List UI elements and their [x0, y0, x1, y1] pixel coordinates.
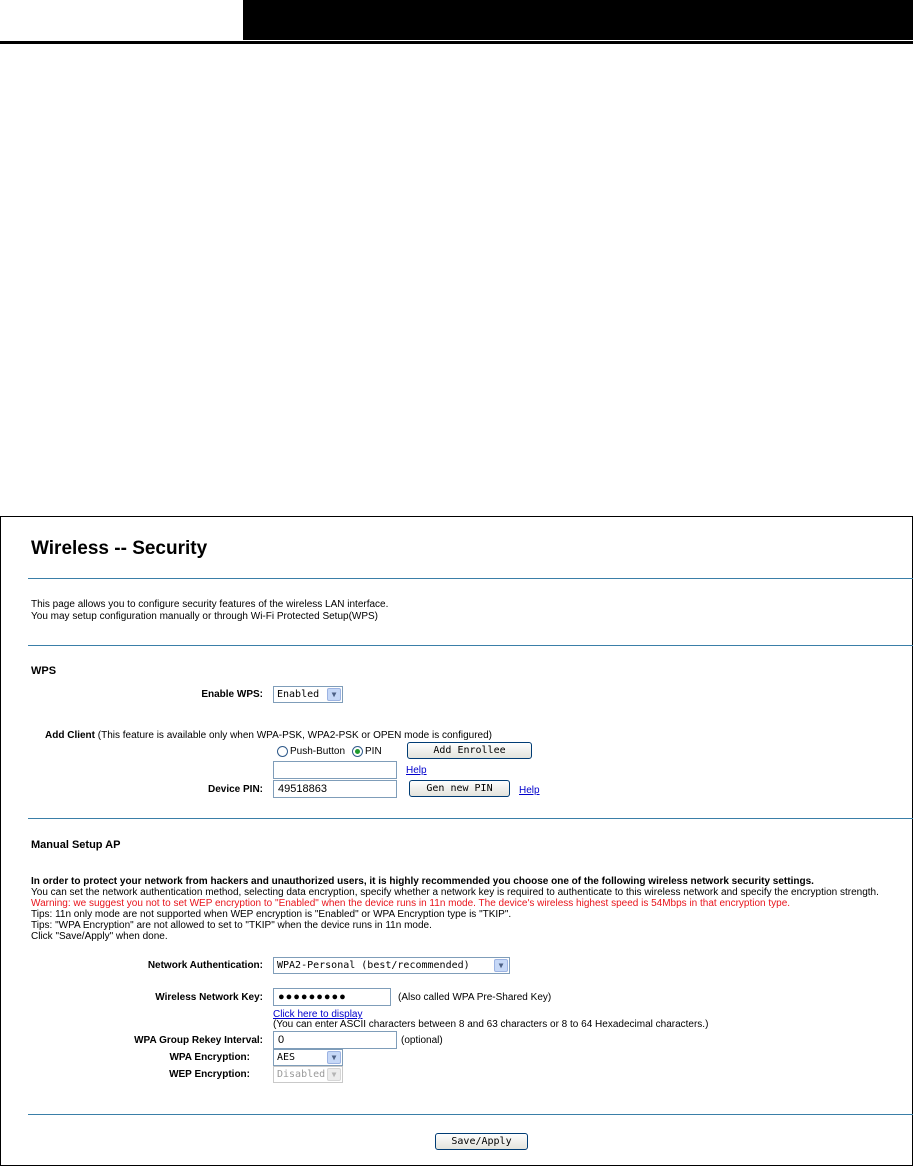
separator — [28, 1114, 913, 1115]
pin-label: PIN — [365, 746, 382, 757]
device-pin-label: Device PIN: — [207, 784, 263, 795]
add-enrollee-button[interactable]: Add Enrollee — [407, 742, 532, 759]
chevron-down-icon: ▼ — [327, 1068, 341, 1081]
enable-wps-label: Enable WPS: — [201, 689, 263, 700]
tip-2: Tips: "WPA Encryption" are not allowed to set to "TKIP" when the device runs in 11n mode. — [31, 920, 432, 931]
network-auth-value: WPA2-Personal (best/recommended) — [277, 960, 470, 971]
enable-wps-value: Enabled — [277, 689, 320, 700]
network-key-note: (Also called WPA Pre-Shared Key) — [398, 992, 552, 1003]
wps-section-title: WPS — [31, 665, 57, 677]
enable-wps-select[interactable] — [273, 686, 343, 703]
notes-intro: In order to protect your network from hackers and unauthorized users, it is highly recommended you choose one of the following wireless network security settings. — [31, 876, 814, 887]
document-header-bar — [243, 0, 913, 40]
router-security-page — [0, 516, 913, 1166]
gen-new-pin-button[interactable]: Gen new PIN — [409, 780, 510, 797]
tip-1: Tips: 11n only mode are not supported when WEP encryption is "Enabled" or WPA Encryption type is "TKIP". — [31, 909, 512, 920]
add-client-note: (This feature is available only when WPA-PSK, WPA2-PSK or OPEN mode is configured) — [95, 730, 493, 741]
add-client-text — [45, 730, 492, 741]
wep-warning: Warning: we suggest you not to set WEP encryption to "Enabled" when the device runs in 11n mode. The device's wireless highest speed is 54Mbps in that encryption type. — [31, 898, 791, 909]
wep-encryption-label: WEP Encryption: — [169, 1069, 250, 1080]
chevron-down-icon: ▼ — [327, 688, 341, 701]
manual-section-title: Manual Setup AP — [31, 839, 121, 851]
device-pin-help-link[interactable]: Help — [519, 785, 540, 796]
rekey-optional-note: (optional) — [401, 1035, 443, 1046]
push-button-radio[interactable] — [277, 746, 288, 757]
pin-radio[interactable] — [352, 746, 363, 757]
separator — [28, 578, 913, 579]
network-key-hint: (You can enter ASCII characters between 8 and 63 characters or 8 to 64 Hexadecimal characters.) — [273, 1019, 709, 1030]
wpa-encryption-select[interactable] — [273, 1049, 343, 1066]
network-key-input[interactable]: ●●●●●●●●● — [273, 988, 391, 1006]
rekey-interval-input[interactable]: 0 — [273, 1031, 397, 1049]
chevron-down-icon: ▼ — [494, 959, 508, 972]
network-auth-select[interactable] — [273, 957, 510, 974]
chevron-down-icon: ▼ — [327, 1051, 341, 1064]
save-apply-button[interactable]: Save/Apply — [435, 1133, 528, 1150]
add-client-label: Add Client — [45, 730, 95, 741]
device-pin-field[interactable]: 49518863 — [273, 780, 397, 798]
document-header-rule — [0, 41, 913, 44]
page-title: Wireless -- Security — [31, 538, 208, 559]
push-button-label: Push-Button — [290, 746, 346, 757]
intro-line-2: You may setup configuration manually or through Wi-Fi Protected Setup(WPS) — [31, 611, 379, 622]
rekey-interval-label: WPA Group Rekey Interval: — [134, 1035, 263, 1046]
separator — [28, 645, 913, 646]
network-auth-label: Network Authentication: — [147, 960, 263, 971]
wpa-encryption-label: WPA Encryption: — [169, 1052, 250, 1063]
click-here-to-display-link[interactable]: Click here to display — [273, 1009, 363, 1020]
wps-help-link[interactable]: Help — [406, 765, 427, 776]
click-save-note: Click "Save/Apply" when done. — [31, 931, 168, 942]
network-key-label: Wireless Network Key: — [155, 992, 263, 1003]
wep-encryption-value: Disabled — [277, 1069, 326, 1080]
notes-line-2: You can set the network authentication method, selecting data encryption, specify whether a network key is required to authenticate to this wireless network and specify the encryption strength. — [31, 887, 879, 898]
wpa-encryption-value: AES — [277, 1052, 296, 1063]
separator — [28, 818, 913, 819]
client-pin-input[interactable] — [273, 761, 397, 779]
intro-line-1: This page allows you to configure security features of the wireless LAN interface. — [31, 599, 389, 610]
wep-encryption-select — [273, 1066, 343, 1083]
